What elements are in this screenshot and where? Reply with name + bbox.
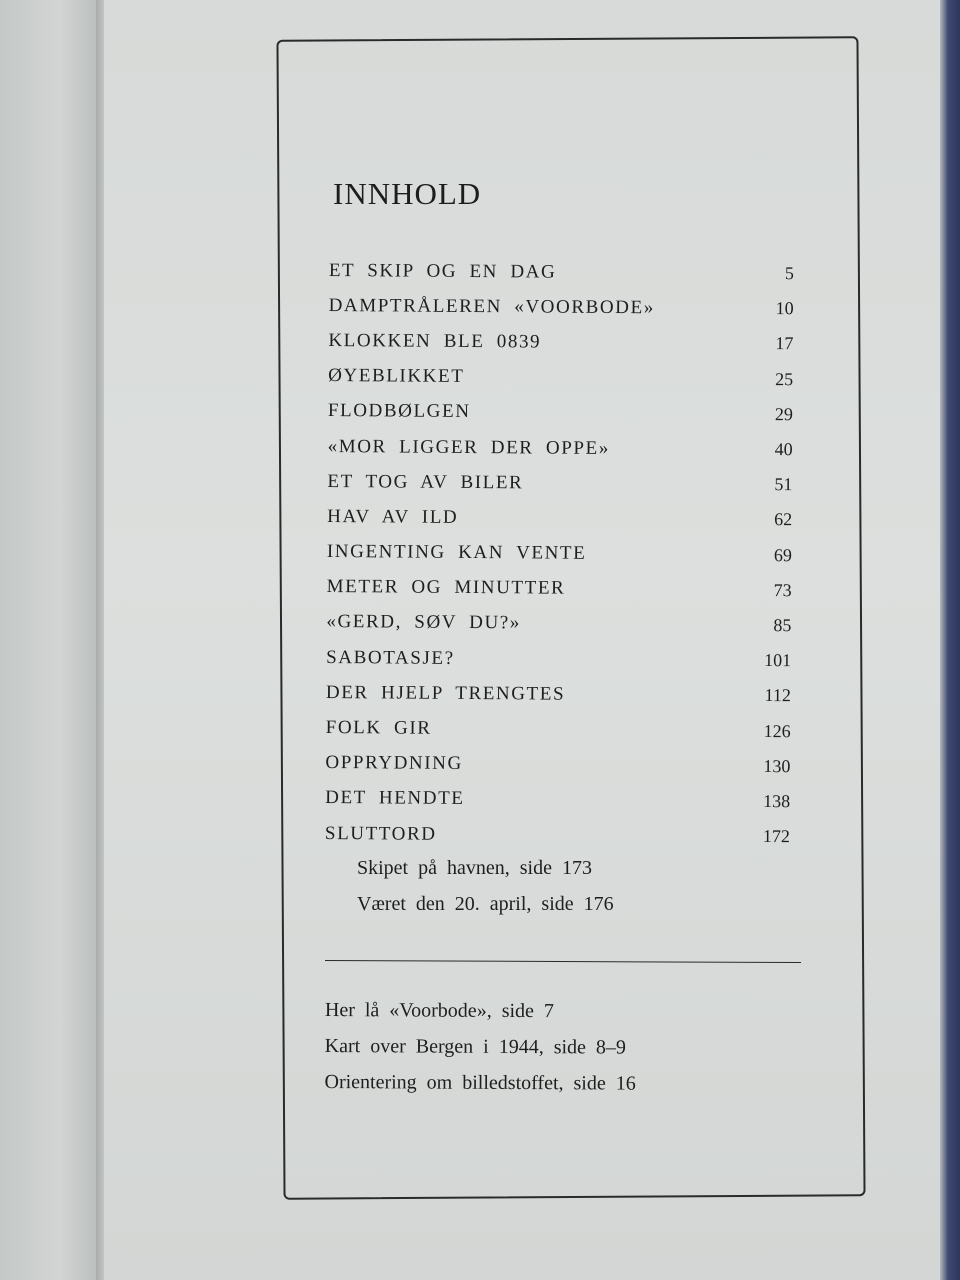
- toc-entry-page: 138: [763, 790, 791, 812]
- toc-entry: [326, 710, 791, 748]
- toc-entry: [326, 675, 791, 713]
- toc-entry-page: 25: [775, 368, 794, 389]
- toc-entry-page: 73: [773, 579, 792, 601]
- toc-subentries: [357, 850, 614, 922]
- illustration-note: Kart over Bergen i 1944, side 8–9: [324, 1034, 627, 1059]
- toc-entry: [326, 605, 791, 643]
- toc-subentry: Været den 20. april, side 176: [357, 893, 614, 915]
- toc-entry-label: DAMPTRÅLEREN «VOORBODE»: [328, 294, 655, 319]
- toc-entry-label: FLODBØLGEN: [327, 400, 471, 423]
- toc-entry-label: KLOKKEN BLE 0839: [328, 329, 542, 353]
- toc-entry-label: SLUTTORD: [324, 822, 437, 845]
- toc-entry: [327, 570, 792, 608]
- toc-entry-label: FOLK GIR: [325, 717, 432, 739]
- toc-entry: [327, 499, 792, 537]
- toc-entry: [327, 534, 792, 572]
- contents-title: INNHOLD: [333, 176, 482, 211]
- toc-entry-page: 85: [773, 615, 792, 636]
- toc-entry-label: DET HENDTE: [325, 787, 465, 810]
- illustration-note: Her lå «Voorbode», side 7: [324, 998, 555, 1023]
- toc-entry: [325, 781, 790, 819]
- toc-entry: [329, 253, 794, 291]
- toc-entry: [329, 288, 794, 326]
- toc-entry-page: 5: [784, 263, 794, 284]
- toc-entry: [328, 429, 793, 467]
- facing-page: [0, 0, 100, 1280]
- toc-entry-page: 112: [764, 685, 791, 706]
- toc-entry-page: 130: [763, 755, 791, 776]
- toc-entry-page: 40: [774, 439, 793, 460]
- toc-entry-page: 69: [773, 544, 792, 565]
- toc-entry-page: 172: [762, 826, 791, 847]
- toc-entry: [328, 323, 793, 361]
- toc-entry-page: 126: [763, 720, 791, 741]
- toc-entry-page: 101: [764, 650, 792, 671]
- toc-entry: [328, 394, 793, 432]
- table-of-contents: [325, 253, 794, 854]
- toc-entry-label: ET TOG AV BILER: [327, 470, 524, 494]
- toc-subentry: Skipet på havnen, side 173: [357, 857, 592, 879]
- toc-entry-label: «MOR LIGGER DER OPPE»: [327, 435, 610, 459]
- toc-entry: [327, 464, 792, 502]
- toc-entry-label: OPPRYDNING: [325, 752, 463, 775]
- toc-entry: [326, 640, 791, 678]
- toc-entry-page: 17: [775, 333, 794, 354]
- illustration-notes: [324, 992, 636, 1102]
- illustration-note: Orientering om billedstoffet, side 16: [324, 1070, 636, 1095]
- toc-entry-label: «GERD, SØV DU?»: [326, 611, 522, 634]
- book-cover-edge: [940, 0, 960, 1280]
- toc-entry-page: 10: [775, 298, 794, 319]
- toc-entry-page: 29: [774, 403, 793, 425]
- toc-entry-label: HAV AV ILD: [327, 505, 459, 528]
- toc-entry: [325, 746, 790, 784]
- toc-entry-page: 51: [774, 474, 793, 495]
- toc-entry-label: INGENTING KAN VENTE: [326, 541, 587, 564]
- toc-entry-label: METER OG MINUTTER: [326, 576, 566, 599]
- toc-entry: [328, 359, 793, 397]
- toc-entry: [325, 816, 790, 854]
- toc-entry-label: ØYEBLIKKET: [328, 365, 465, 388]
- toc-entry-label: SABOTASJE?: [326, 646, 455, 669]
- toc-entry-label: DER HJELP TRENGTES: [325, 681, 566, 705]
- toc-entry-label: ET SKIP OG EN DAG: [328, 259, 557, 283]
- toc-entry-page: 62: [774, 509, 793, 530]
